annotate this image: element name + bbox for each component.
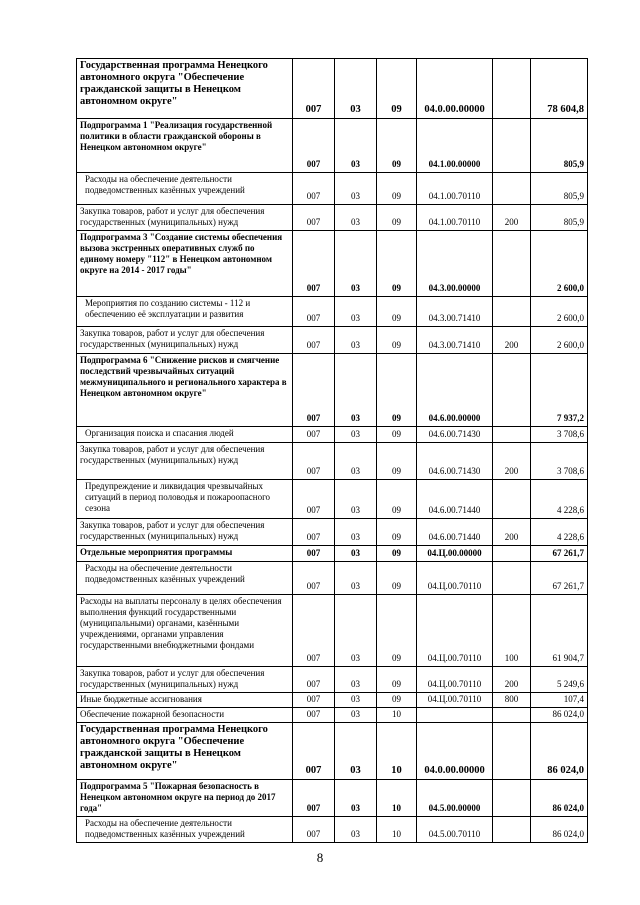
row-amount: 67 261,7: [531, 546, 588, 562]
code-section: 03: [335, 59, 377, 119]
code-target: 04.6.00.71440: [417, 480, 493, 519]
table-row: [77, 562, 588, 595]
code-ministry: 007: [293, 327, 335, 354]
code-expense-type: 200: [493, 519, 531, 546]
code-expense-type: 800: [493, 693, 531, 708]
code-target: 04.0.00.00000: [417, 723, 493, 780]
code-ministry: 007: [293, 693, 335, 708]
row-amount: 4 228,6: [531, 519, 588, 546]
code-ministry: 007: [293, 427, 335, 443]
row-name: Государственная программа Ненецкого автономного округа "Обеспечение гражданской защиты в Ненецком автономном округе": [77, 723, 293, 780]
code-section: 03: [335, 562, 377, 595]
code-expense-type: [493, 59, 531, 119]
table-row: [77, 173, 588, 205]
row-amount: 805,9: [531, 173, 588, 205]
page-number: 8: [316, 850, 324, 865]
row-name: Организация поиска и спасания людей: [77, 427, 293, 443]
code-target: 04.5.00.70110: [417, 817, 493, 843]
code-expense-type: 200: [493, 327, 531, 354]
code-section: 03: [335, 297, 377, 327]
code-target: 04.1.00.00000: [417, 119, 493, 173]
code-ministry: 007: [293, 231, 335, 297]
code-section: 03: [335, 519, 377, 546]
code-ministry: 007: [293, 59, 335, 119]
row-amount: 2 600,0: [531, 327, 588, 354]
code-section: 03: [335, 480, 377, 519]
code-subsection: 09: [377, 562, 417, 595]
code-expense-type: [493, 708, 531, 723]
code-subsection: 10: [377, 780, 417, 817]
code-expense-type: [493, 780, 531, 817]
code-expense-type: [493, 723, 531, 780]
code-ministry: 007: [293, 817, 335, 843]
code-expense-type: [493, 173, 531, 205]
code-ministry: 007: [293, 173, 335, 205]
row-name: Государственная программа Ненецкого автономного округа "Обеспечение гражданской защиты в Ненецком автономном округе": [77, 59, 293, 119]
code-target: 04.6.00.71440: [417, 519, 493, 546]
code-ministry: 007: [293, 119, 335, 173]
table-row: [77, 723, 588, 780]
code-ministry: 007: [293, 297, 335, 327]
table-row: [77, 59, 588, 119]
code-expense-type: [493, 297, 531, 327]
code-section: 03: [335, 723, 377, 780]
row-name: Расходы на обеспечение деятельности подведомственных казённых учреждений: [77, 562, 293, 595]
code-section: 03: [335, 693, 377, 708]
code-target: [417, 708, 493, 723]
row-amount: 2 600,0: [531, 297, 588, 327]
code-section: 03: [335, 119, 377, 173]
code-section: 03: [335, 667, 377, 693]
code-expense-type: 200: [493, 443, 531, 480]
row-amount: 3 708,6: [531, 443, 588, 480]
code-expense-type: [493, 354, 531, 427]
code-subsection: 09: [377, 519, 417, 546]
code-target: 04.5.00.00000: [417, 780, 493, 817]
code-ministry: 007: [293, 480, 335, 519]
code-subsection: 09: [377, 297, 417, 327]
code-subsection: 09: [377, 667, 417, 693]
table-row: [77, 205, 588, 231]
code-section: 03: [335, 173, 377, 205]
row-name: Обеспечение пожарной безопасности: [77, 708, 293, 723]
row-name: Отдельные мероприятия программы: [77, 546, 293, 562]
code-subsection: 09: [377, 443, 417, 480]
table-row: [77, 708, 588, 723]
code-section: 03: [335, 817, 377, 843]
code-target: 04.Ц.00.70110: [417, 562, 493, 595]
row-name: Мероприятия по созданию системы - 112 и обеспечению её эксплуатации и развития: [77, 297, 293, 327]
table-row: [77, 546, 588, 562]
code-ministry: 007: [293, 780, 335, 817]
code-subsection: 09: [377, 173, 417, 205]
code-subsection: 09: [377, 231, 417, 297]
row-name: Предупреждение и ликвидация чрезвычайных ситуаций в период половодья и пожароопасного сезона: [77, 480, 293, 519]
code-subsection: 09: [377, 59, 417, 119]
code-target: 04.1.00.70110: [417, 205, 493, 231]
code-target: 04.Ц.00.70110: [417, 595, 493, 667]
code-section: 03: [335, 354, 377, 427]
code-target: 04.3.00.71410: [417, 297, 493, 327]
row-name: Подпрограмма 1 "Реализация государственной политики в области гражданской обороны в Ненецком автономном округе": [77, 119, 293, 173]
code-expense-type: 200: [493, 667, 531, 693]
table-row: [77, 119, 588, 173]
code-expense-type: [493, 546, 531, 562]
code-section: 03: [335, 205, 377, 231]
row-name: Закупка товаров, работ и услуг для обеспечения государственных (муниципальных) нужд: [77, 667, 293, 693]
code-target: 04.3.00.00000: [417, 231, 493, 297]
code-subsection: 09: [377, 119, 417, 173]
code-subsection: 09: [377, 327, 417, 354]
code-expense-type: [493, 119, 531, 173]
code-section: 03: [335, 427, 377, 443]
table-row: [77, 427, 588, 443]
table-row: [77, 480, 588, 519]
code-target: 04.6.00.71430: [417, 427, 493, 443]
code-section: 03: [335, 708, 377, 723]
code-expense-type: [493, 817, 531, 843]
code-section: 03: [335, 780, 377, 817]
code-ministry: 007: [293, 443, 335, 480]
row-amount: 4 228,6: [531, 480, 588, 519]
row-name: Подпрограмма 6 "Снижение рисков и смягчение последствий чрезвычайных ситуаций межмуниципального и регионального характера в Ненецком автономном округе": [77, 354, 293, 427]
code-subsection: 09: [377, 693, 417, 708]
code-target: 04.0.00.00000: [417, 59, 493, 119]
row-amount: 805,9: [531, 119, 588, 173]
code-subsection: 09: [377, 595, 417, 667]
code-section: 03: [335, 231, 377, 297]
table-row: [77, 595, 588, 667]
table-row: [77, 519, 588, 546]
code-ministry: 007: [293, 546, 335, 562]
row-amount: 5 249,6: [531, 667, 588, 693]
code-section: 03: [335, 546, 377, 562]
row-amount: 107,4: [531, 693, 588, 708]
row-amount: 78 604,8: [531, 59, 588, 119]
row-amount: 86 024,0: [531, 723, 588, 780]
code-ministry: 007: [293, 723, 335, 780]
code-expense-type: [493, 427, 531, 443]
code-section: 03: [335, 327, 377, 354]
code-subsection: 09: [377, 546, 417, 562]
code-target: 04.1.00.70110: [417, 173, 493, 205]
code-subsection: 09: [377, 480, 417, 519]
row-name: Закупка товаров, работ и услуг для обеспечения государственных (муниципальных) нужд: [77, 327, 293, 354]
code-subsection: 09: [377, 205, 417, 231]
code-ministry: 007: [293, 562, 335, 595]
budget-table-body: [77, 59, 588, 843]
code-ministry: 007: [293, 667, 335, 693]
budget-table: [76, 58, 588, 843]
table-row: [77, 231, 588, 297]
table-row: [77, 780, 588, 817]
code-target: 04.6.00.00000: [417, 354, 493, 427]
code-section: 03: [335, 443, 377, 480]
table-row: [77, 443, 588, 480]
code-section: 03: [335, 595, 377, 667]
table-row: [77, 354, 588, 427]
code-expense-type: [493, 562, 531, 595]
row-amount: 86 024,0: [531, 780, 588, 817]
code-subsection: 09: [377, 427, 417, 443]
row-name: Расходы на обеспечение деятельности подведомственных казённых учреждений: [77, 173, 293, 205]
row-amount: 2 600,0: [531, 231, 588, 297]
row-name: Закупка товаров, работ и услуг для обеспечения государственных (муниципальных) нужд: [77, 205, 293, 231]
table-row: [77, 817, 588, 843]
code-subsection: 10: [377, 817, 417, 843]
code-subsection: 10: [377, 708, 417, 723]
code-ministry: 007: [293, 354, 335, 427]
table-row: [77, 693, 588, 708]
row-amount: 3 708,6: [531, 427, 588, 443]
row-name: Закупка товаров, работ и услуг для обеспечения государственных (муниципальных) нужд: [77, 519, 293, 546]
row-name: Подпрограмма 3 "Создание системы обеспечения вызова экстренных оперативных служб по единому номеру "112" в Ненецком автономном округе на 2014 - 2017 годы": [77, 231, 293, 297]
code-ministry: 007: [293, 708, 335, 723]
row-name: Расходы на обеспечение деятельности подведомственных казённых учреждений: [77, 817, 293, 843]
row-name: Расходы на выплаты персоналу в целях обеспечения выполнения функций государственными (муниципальными) органами, казёнными учреждениями, органами управления государственными внебюджетными фондами: [77, 595, 293, 667]
code-ministry: 007: [293, 595, 335, 667]
code-subsection: 10: [377, 723, 417, 780]
row-amount: 86 024,0: [531, 708, 588, 723]
code-target: 04.Ц.00.00000: [417, 546, 493, 562]
table-row: [77, 297, 588, 327]
row-amount: 86 024,0: [531, 817, 588, 843]
code-expense-type: 200: [493, 205, 531, 231]
code-target: 04.Ц.00.70110: [417, 693, 493, 708]
row-amount: 805,9: [531, 205, 588, 231]
row-amount: 7 937,2: [531, 354, 588, 427]
code-expense-type: 100: [493, 595, 531, 667]
code-target: 04.3.00.71410: [417, 327, 493, 354]
code-subsection: 09: [377, 354, 417, 427]
code-target: 04.Ц.00.70110: [417, 667, 493, 693]
table-row: [77, 667, 588, 693]
code-expense-type: [493, 480, 531, 519]
row-name: Подпрограмма 5 "Пожарная безопасность в Ненецком автономном округе на период до 2017 года": [77, 780, 293, 817]
code-target: 04.6.00.71430: [417, 443, 493, 480]
code-expense-type: [493, 231, 531, 297]
row-amount: 61 904,7: [531, 595, 588, 667]
row-name: Закупка товаров, работ и услуг для обеспечения государственных (муниципальных) нужд: [77, 443, 293, 480]
code-ministry: 007: [293, 205, 335, 231]
row-name: Иные бюджетные ассигнования: [77, 693, 293, 708]
table-row: [77, 327, 588, 354]
code-ministry: 007: [293, 519, 335, 546]
row-amount: 67 261,7: [531, 562, 588, 595]
